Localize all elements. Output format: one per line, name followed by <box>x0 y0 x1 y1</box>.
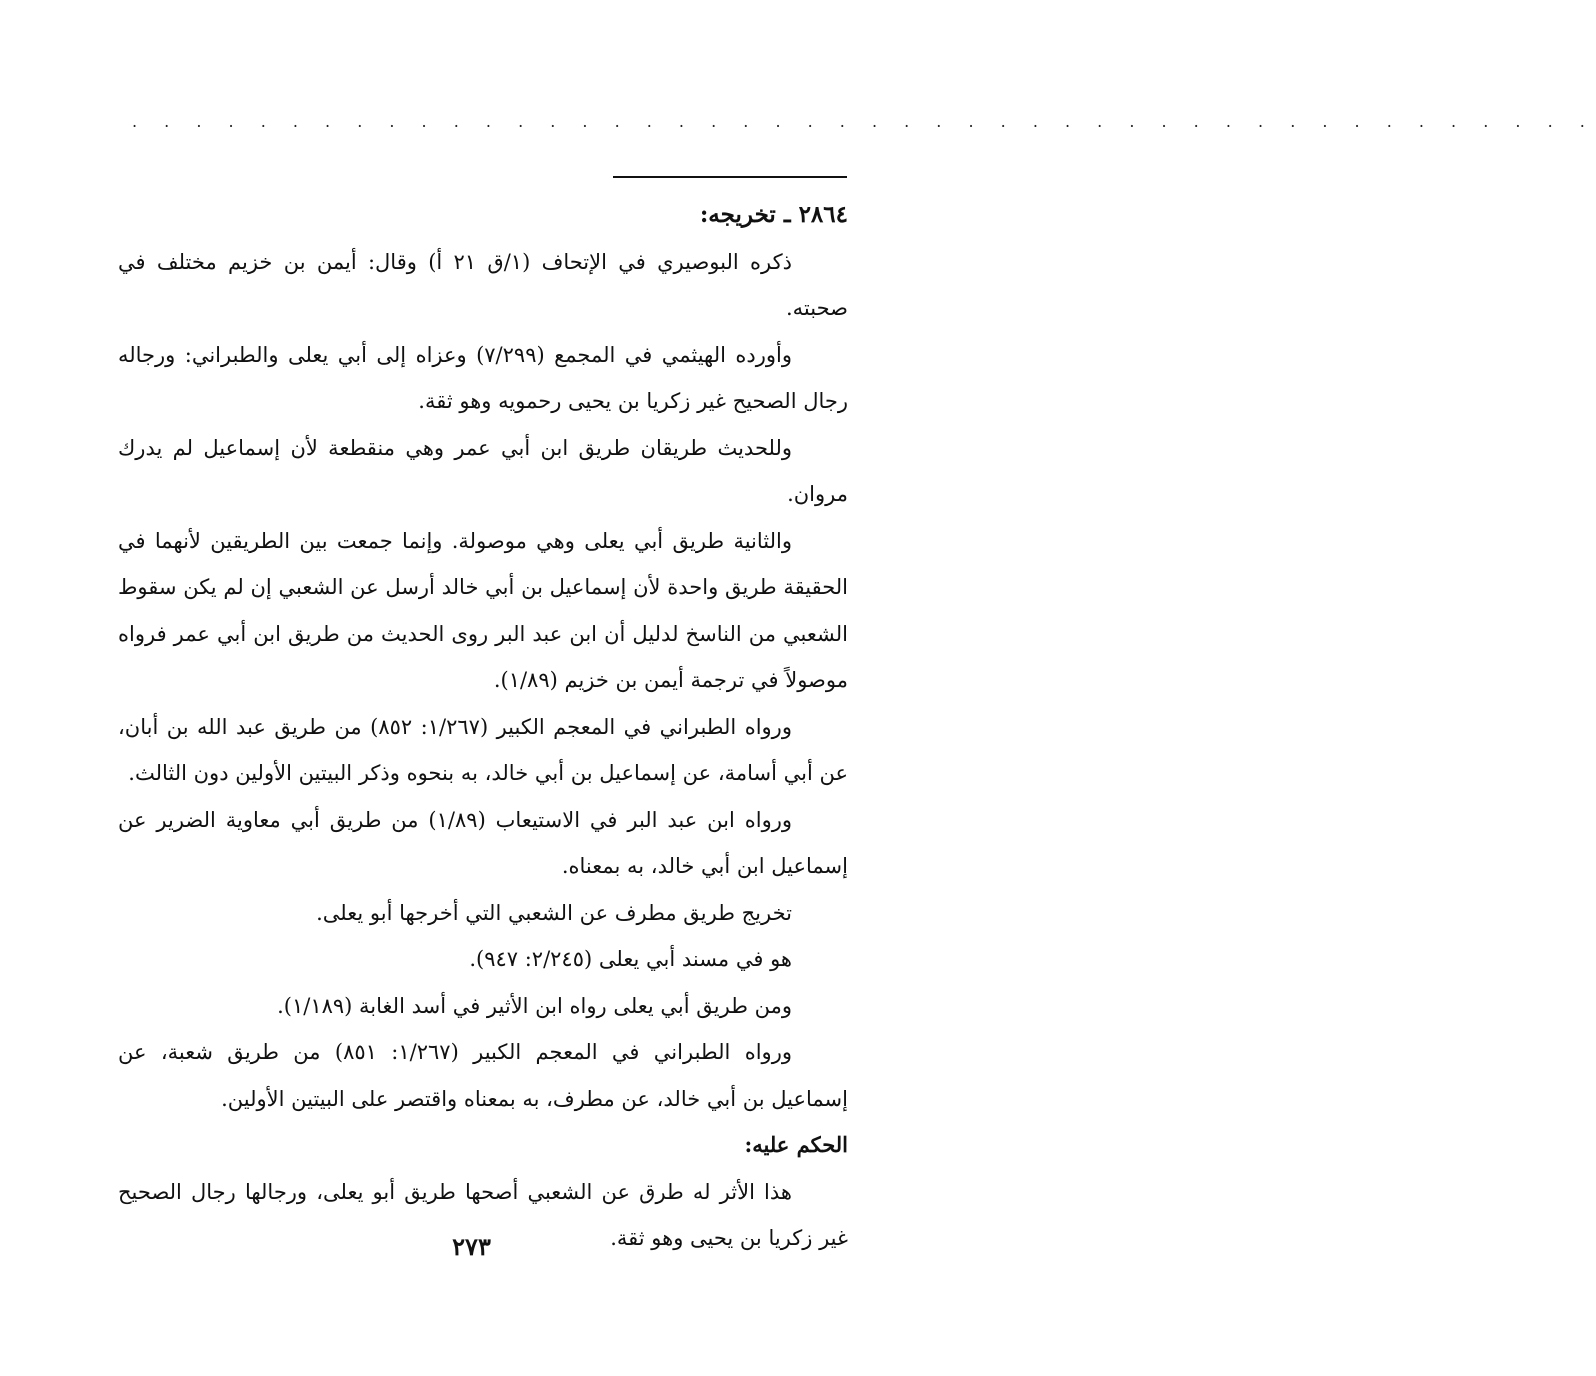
paragraph-1: ذكره البوصيري في الإتحاف (١/ق ٢١ أ) وقال: أيمن بن خزيم مختلف في صحبته. <box>118 249 848 320</box>
paragraph-5: ورواه الطبراني في المعجم الكبير (١/٢٦٧: ٨٥٢) من طريق عبد الله بن أبان، عن أبي أسامة، عن إسماعيل بن أبي خالد، به بنحوه وذكر البيتين الأولين دون الثالث. <box>118 714 848 785</box>
centered-line-1: تخريج طريق مطرف عن الشعبي التي أخرجها أبو يعلى. <box>316 900 792 925</box>
centered-line-2: هو في مسند أبي يعلى (٢/٢٤٥: ٩٤٧). <box>469 947 792 971</box>
takhrij-heading: ٢٨٦٤ ـ تخريجه: <box>699 201 848 228</box>
paragraph-6: ورواه ابن عبد البر في الاستيعاب (١/٨٩) من طريق أبي معاوية الضرير عن إسماعيل ابن أبي خالد، به بمعناه. <box>118 807 848 878</box>
ruling-text: هذا الأثر له طرق عن الشعبي أصحها طريق أبو يعلى، ورجالها رجال الصحيح غير زكريا بن يحيى وهو ثقة. <box>118 1179 848 1250</box>
footnote-rule <box>613 176 847 178</box>
paragraph-3: وللحديث طريقان طريق ابن أبي عمر وهي منقطعة لأن إسماعيل لم يدرك مروان. <box>118 435 848 506</box>
ruling-heading: الحكم عليه: <box>744 1132 848 1157</box>
paragraph-2: وأورده الهيثمي في المجمع (٧/٢٩٩) وعزاه إلى أبي يعلى والطبراني: ورجاله رجال الصحيح غير زكريا بن يحيى رحمويه وهو ثقة. <box>118 342 848 413</box>
paragraph-4: والثانية طريق أبي يعلى وهي موصولة. وإنما جمعت بين الطريقين لأنهما في الحقيقة طريق واحدة لأن إسماعيل بن أبي خالد أرسل عن الشعبي إن لم يكن سقوط الشعبي من الناسخ لدليل أن ابن عبد البر روى الحديث من طريق ابن أبي عمر فرواه موصولاً في ترجمة أيمن بن خزيم (١/٨٩). <box>118 528 848 692</box>
page-number: ٢٧٣ <box>452 1232 491 1261</box>
paragraph-7: ورواه الطبراني في المعجم الكبير (١/٢٦٧: ٨٥١) من طريق شعبة، عن إسماعيل بن أبي خالد، عن مطرف، به بمعناه واقتصر على البيتين الأولين. <box>118 1040 848 1111</box>
centered-line-3: ومن طريق أبي يعلى رواه ابن الأثير في أسد الغابة (١/١٨٩). <box>277 993 792 1018</box>
footnote-content <box>118 192 848 1262</box>
separator-dots: . . . . . . . . . . . . . . . . . . . . . . . . . . . . . . . . . . . . . . . . . . . . . . <box>132 112 1596 131</box>
